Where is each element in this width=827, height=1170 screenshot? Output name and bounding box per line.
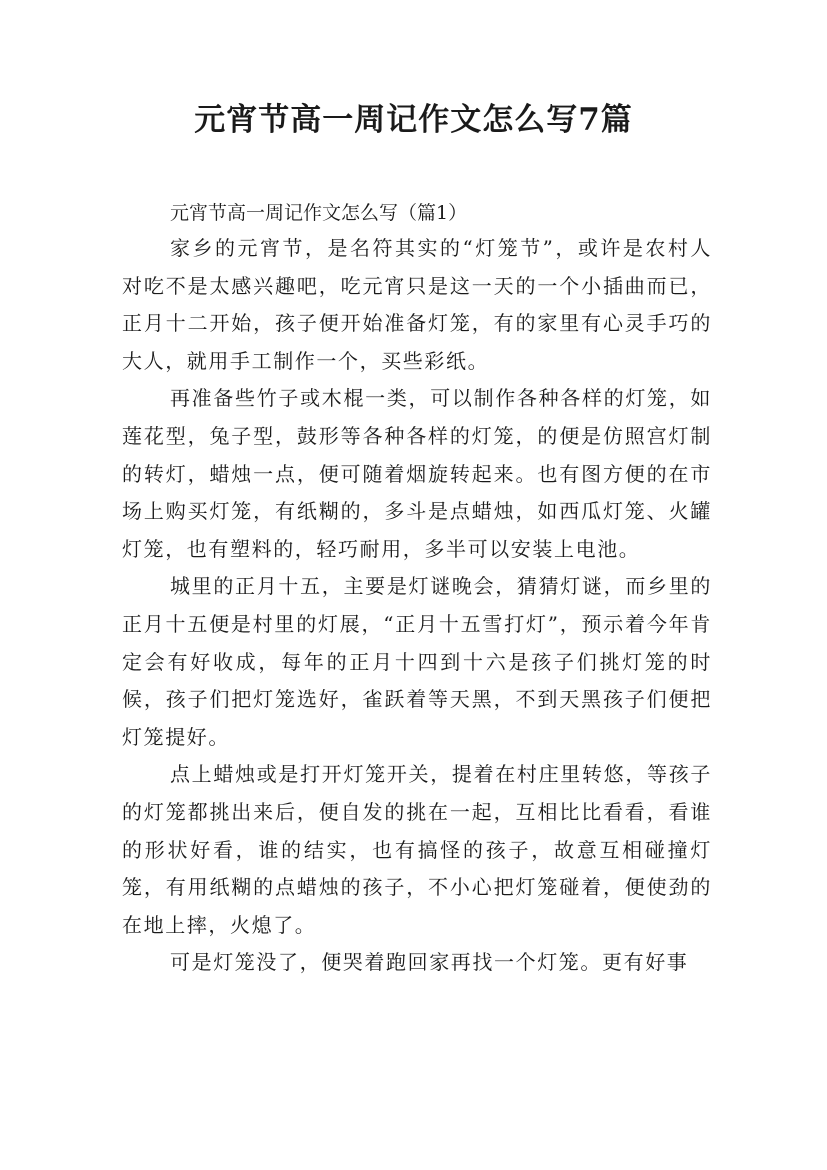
paragraph-5: 可是灯笼没了，便哭着跑回家再找一个灯笼。更有好事 xyxy=(170,950,689,975)
paragraph-1: 家乡的元宵节，是名符其实的“灯笼节”，或许是农村人对吃不是太感兴趣吧，吃元宵只是这一天的一个小插曲而已，正月十二开始，孩子便开始准备灯笼，有的家里有心灵手巧的大人，就用手工制作一个，买些彩纸。 xyxy=(122,236,712,373)
document-title: 元宵节高一周记作文怎么写7篇 xyxy=(194,102,633,138)
paragraph-4: 点上蜡烛或是打开灯笼开关，提着在村庄里转悠，等孩子的灯笼都挑出来后，便自发的挑在一起，互相比比看看，看谁的形状好看，谁的结实，也有搞怪的孩子，故意互相碰撞灯笼，有用纸糊的点蜡烛的孩子，不小心把灯笼碰着，便使劲的在地上摔，火熄了。 xyxy=(122,762,712,937)
paragraph-2: 再准备些竹子或木棍一类，可以制作各种各样的灯笼，如莲花型，兔子型，鼓形等各种各样的灯笼，的便是仿照宫灯制的转灯，蜡烛一点，便可随着烟旋转起来。也有图方便的在市场上购买灯笼，有纸糊的，多斗是点蜡烛，如西瓜灯笼、火罐灯笼，也有塑料的，轻巧耐用，多半可以安装上电池。 xyxy=(122,386,712,561)
document-body xyxy=(122,196,712,982)
paragraph-3: 城里的正月十五，主要是灯谜晚会，猜猜灯谜，而乡里的正月十五便是村里的灯展，“正月十五雪打灯”，预示着今年肯定会有好收成，每年的正月十四到十六是孩子们挑灯笼的时候，孩子们把灯笼选好，雀跃着等天黑，不到天黑孩子们便把灯笼提好。 xyxy=(122,574,712,749)
section-heading: 元宵节高一周记作文怎么写（篇1） xyxy=(170,202,468,224)
